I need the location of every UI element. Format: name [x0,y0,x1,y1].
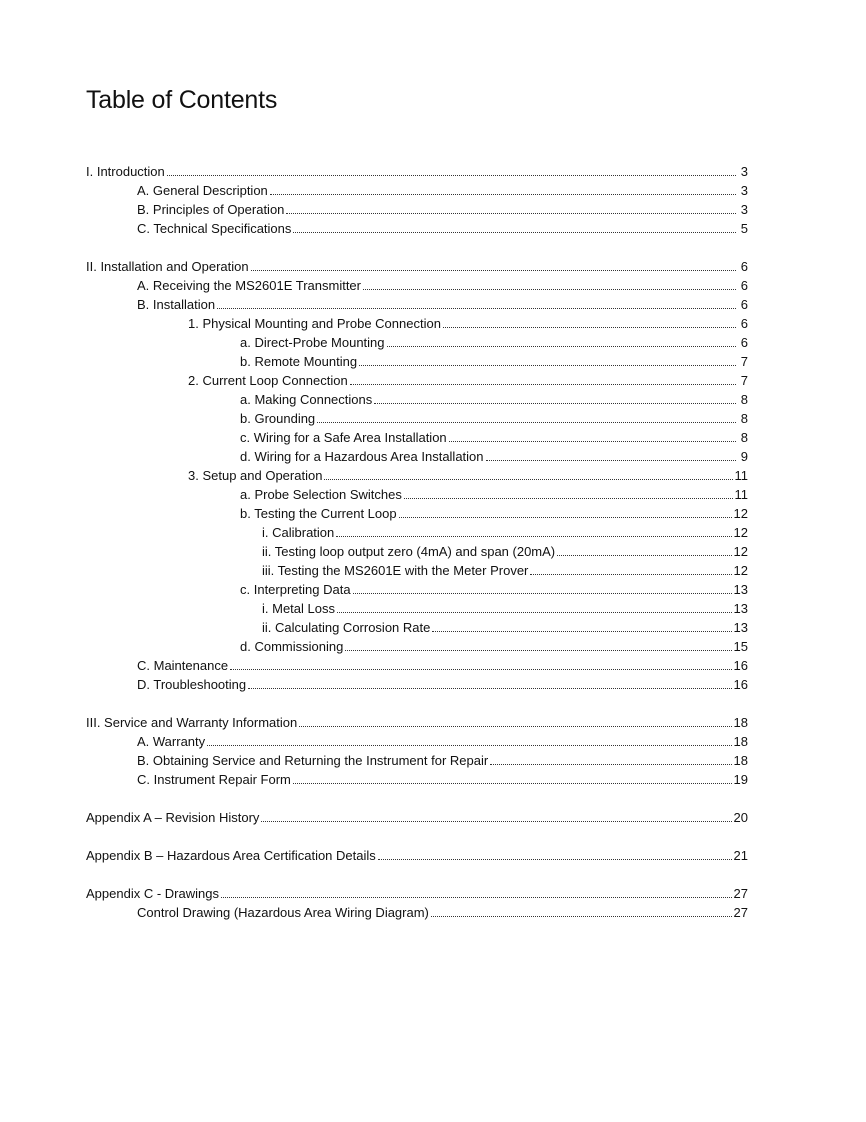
section-spacer [0,692,866,711]
toc-page-number: 27 [733,886,748,901]
toc-entry-title: 3. Setup and Operation [188,468,323,483]
dot-leader [221,897,732,898]
dot-leader [293,232,736,233]
toc-page-number: 16 [733,677,748,692]
toc-page-number: 6 [740,316,748,331]
dot-leader [299,726,731,727]
toc-page-number: 6 [740,278,748,293]
toc-page-number: 3 [740,183,748,198]
toc-entry-title: Appendix C - Drawings [86,886,219,901]
toc-page-number: 8 [740,392,748,407]
dot-leader [359,365,736,366]
toc-entry-title: i. Calibration [262,525,335,540]
toc-entry-title: c. Wiring for a Safe Area Installation [240,430,447,445]
toc-entry-title: B. Principles of Operation [137,202,285,217]
toc-entry[interactable] [137,293,748,312]
dot-leader [363,289,736,290]
toc-page-number: 3 [740,164,748,179]
toc-page-number: 6 [740,297,748,312]
section-spacer [0,236,866,255]
toc-entry-title: a. Making Connections [240,392,373,407]
dot-leader [350,384,736,385]
dot-leader [449,441,736,442]
toc-entry[interactable] [188,312,748,331]
toc-page-number: 27 [733,905,748,920]
toc-entry-title: II. Installation and Operation [86,259,249,274]
toc-entry-title: d. Commissioning [240,639,344,654]
dot-leader [557,555,731,556]
toc-entry[interactable] [137,730,748,749]
toc-entry[interactable] [188,464,748,483]
table-of-contents [0,160,866,920]
toc-entry-title: B. Obtaining Service and Returning the Instrument for Repair [137,753,489,768]
dot-leader [431,916,732,917]
toc-entry[interactable] [137,198,748,217]
toc-page-number: 12 [733,544,748,559]
toc-entry[interactable] [240,635,748,654]
toc-page-number: 8 [740,411,748,426]
toc-entry[interactable] [262,597,748,616]
dot-leader [443,327,736,328]
dot-leader [217,308,736,309]
toc-page-number: 16 [733,658,748,673]
dot-leader [486,460,736,461]
toc-entry[interactable] [240,350,748,369]
dot-leader [399,517,732,518]
section-spacer [0,787,866,806]
toc-page-number: 5 [740,221,748,236]
dot-leader [317,422,736,423]
toc-entry[interactable] [86,806,748,825]
toc-entry[interactable] [137,768,748,787]
toc-page-number: 6 [740,335,748,350]
toc-entry-title: a. Probe Selection Switches [240,487,402,502]
toc-entry[interactable] [137,654,748,673]
toc-entry[interactable] [262,616,748,635]
toc-entry[interactable] [240,578,748,597]
toc-entry[interactable] [137,217,748,236]
toc-entry-title: C. Technical Specifications [137,221,292,236]
toc-entry-title: I. Introduction [86,164,165,179]
page-title: Table of Contents [86,86,278,114]
section-spacer [0,863,866,882]
dot-leader [261,821,731,822]
dot-leader [270,194,736,195]
toc-entry-title: Appendix A – Revision History [86,810,260,825]
toc-page-number: 13 [733,582,748,597]
dot-leader [248,688,731,689]
toc-entry-title: ii. Testing loop output zero (4mA) and span (20mA) [262,544,556,559]
toc-page-number: 7 [740,373,748,388]
toc-entry-title: b. Grounding [240,411,316,426]
toc-page-number: 12 [733,506,748,521]
toc-entry[interactable] [86,160,748,179]
toc-entry[interactable] [240,407,748,426]
toc-entry[interactable] [240,445,748,464]
toc-entry-title: b. Remote Mounting [240,354,358,369]
toc-entry-title: c. Interpreting Data [240,582,351,597]
toc-entry[interactable] [86,255,748,274]
toc-entry[interactable] [240,483,748,502]
toc-entry[interactable] [188,369,748,388]
dot-leader [167,175,736,176]
toc-entry-title: a. Direct-Probe Mounting [240,335,385,350]
toc-entry[interactable] [137,901,748,920]
toc-page-number: 3 [740,202,748,217]
toc-entry[interactable] [137,179,748,198]
toc-entry-title: b. Testing the Current Loop [240,506,397,521]
dot-leader [530,574,731,575]
toc-page-number: 20 [733,810,748,825]
toc-entry[interactable] [262,559,748,578]
toc-entry[interactable] [137,673,748,692]
dot-leader [490,764,731,765]
toc-page-number: 18 [733,753,748,768]
toc-page-number: 19 [733,772,748,787]
toc-entry[interactable] [240,388,748,407]
dot-leader [378,859,732,860]
toc-entry-title: d. Wiring for a Hazardous Area Installation [240,449,484,464]
toc-page-number: 8 [740,430,748,445]
toc-entry-title: D. Troubleshooting [137,677,247,692]
toc-entry[interactable] [86,882,748,901]
toc-entry-title: 1. Physical Mounting and Probe Connection [188,316,441,331]
toc-page-number: 13 [733,601,748,616]
dot-leader [432,631,731,632]
toc-entry-title: Appendix B – Hazardous Area Certification Details [86,848,376,863]
toc-entry[interactable] [137,749,748,768]
dot-leader [251,270,736,271]
section-spacer [0,825,866,844]
toc-entry[interactable] [86,844,748,863]
dot-leader [345,650,731,651]
toc-entry[interactable] [137,274,748,293]
toc-entry-title: 2. Current Loop Connection [188,373,348,388]
toc-entry[interactable] [240,331,748,350]
dot-leader [324,479,732,480]
toc-entry-title: A. General Description [137,183,268,198]
toc-entry[interactable] [240,426,748,445]
toc-entry[interactable] [262,521,748,540]
dot-leader [404,498,733,499]
dot-leader [387,346,736,347]
toc-page-number: 7 [740,354,748,369]
toc-entry-title: B. Installation [137,297,216,312]
dot-leader [337,612,732,613]
toc-page-number: 12 [733,563,748,578]
toc-page-number: 21 [733,848,748,863]
toc-page-number: 11 [734,468,748,483]
toc-page-number: 11 [734,487,748,502]
toc-entry[interactable] [240,502,748,521]
toc-page-number: 13 [733,620,748,635]
toc-entry-title: iii. Testing the MS2601E with the Meter Prover [262,563,529,578]
toc-entry-title: Control Drawing (Hazardous Area Wiring Diagram) [137,905,429,920]
toc-entry-title: C. Instrument Repair Form [137,772,291,787]
toc-entry[interactable] [86,711,748,730]
dot-leader [207,745,731,746]
toc-page-number: 18 [733,715,748,730]
toc-entry[interactable] [262,540,748,559]
toc-page-number: 15 [733,639,748,654]
dot-leader [286,213,736,214]
dot-leader [353,593,732,594]
toc-entry-title: III. Service and Warranty Information [86,715,298,730]
toc-page-number: 9 [740,449,748,464]
dot-leader [293,783,732,784]
toc-page-number: 18 [733,734,748,749]
toc-entry-title: A. Warranty [137,734,206,749]
dot-leader [374,403,736,404]
toc-page-number: 6 [740,259,748,274]
dot-leader [336,536,731,537]
toc-entry-title: C. Maintenance [137,658,229,673]
toc-entry-title: A. Receiving the MS2601E Transmitter [137,278,361,293]
toc-entry-title: i. Metal Loss [262,601,335,616]
dot-leader [230,669,731,670]
toc-page-number: 12 [733,525,748,540]
toc-entry-title: ii. Calculating Corrosion Rate [262,620,431,635]
